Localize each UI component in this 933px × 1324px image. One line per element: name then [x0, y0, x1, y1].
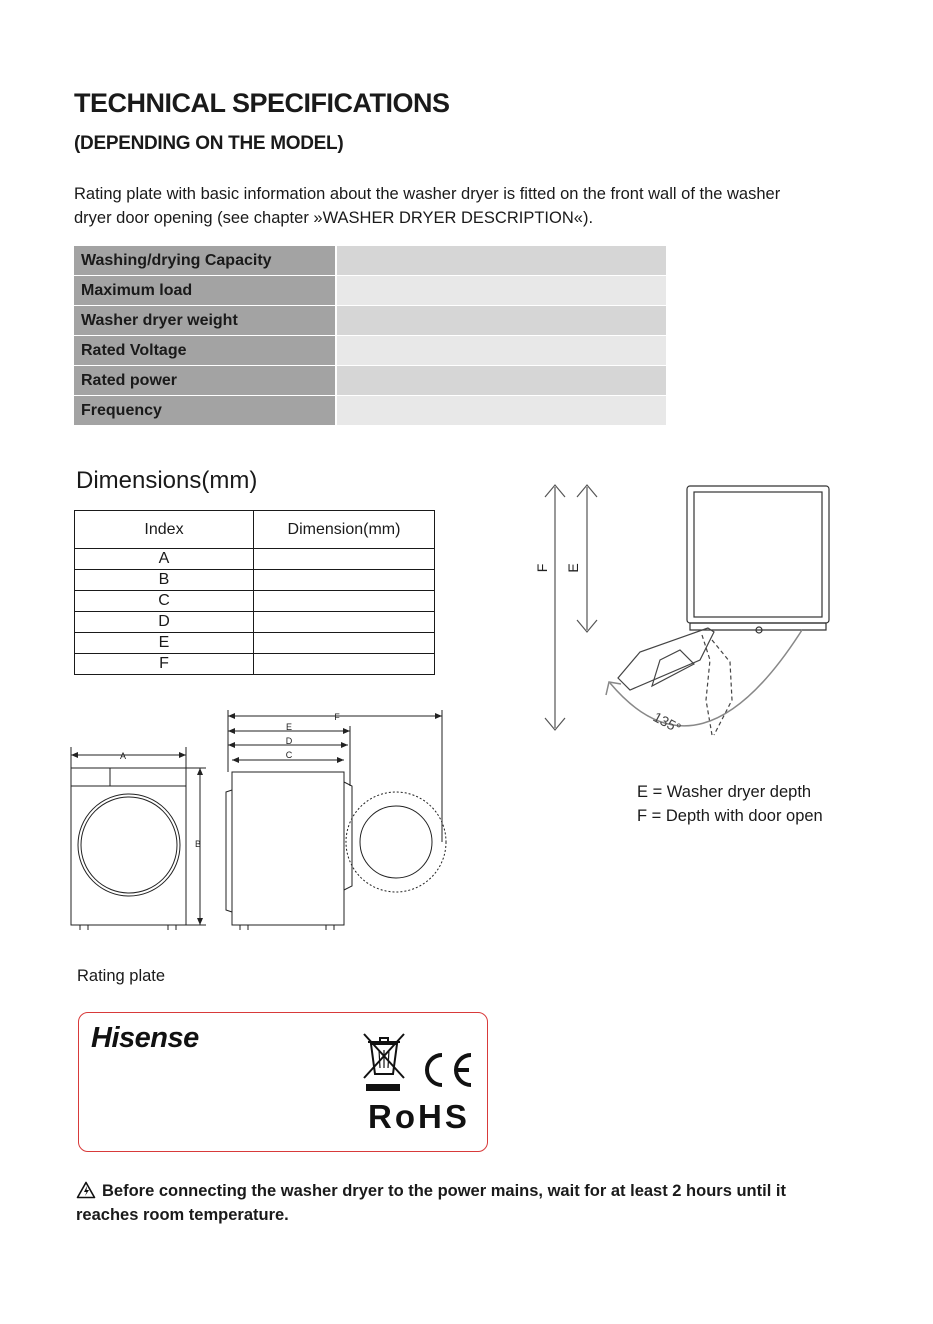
spec-label: Washer dryer weight [74, 306, 337, 336]
rohs-mark: RoHS [368, 1098, 470, 1135]
spec-value [337, 306, 666, 336]
spec-row [74, 366, 666, 396]
table-row [75, 612, 435, 633]
label-f-depth: F [534, 563, 550, 573]
rating-plate-label: Rating plate [77, 967, 166, 985]
warning-icon [76, 1181, 96, 1199]
legend-e: E = Washer dryer depth [637, 783, 812, 801]
spec-value [337, 396, 666, 426]
spec-label: Frequency [74, 396, 337, 426]
index-cell: C [75, 591, 254, 612]
page-title: TECHNICAL SPECIFICATIONS [74, 88, 450, 118]
table-row [75, 570, 435, 591]
label-e: E [285, 722, 293, 732]
spec-label: Maximum load [74, 276, 337, 306]
value-cell [254, 654, 435, 675]
index-cell: E [75, 633, 254, 654]
door-open-diagram [520, 475, 840, 745]
index-cell: B [75, 570, 254, 591]
label-d: D [285, 736, 293, 746]
label-a: A [119, 751, 127, 761]
value-cell [254, 612, 435, 633]
column-header-dimension: Dimension(mm) [254, 511, 435, 549]
spec-value [337, 246, 666, 276]
spec-value [337, 366, 666, 396]
door-angle-label: 135° [650, 708, 684, 737]
value-cell [254, 570, 435, 591]
ce-mark-icon [418, 1050, 476, 1090]
spec-value [337, 336, 666, 366]
label-c: C [285, 750, 293, 760]
washer-top-view [687, 486, 829, 633]
spec-label: Rated power [74, 366, 337, 396]
warning-note [76, 1179, 846, 1227]
dimensions-table [74, 510, 435, 675]
table-row [75, 633, 435, 654]
ce-mark-text: CE [418, 1050, 420, 1051]
label-b: B [195, 839, 202, 849]
index-cell: F [75, 654, 254, 675]
spec-row [74, 396, 666, 426]
spec-label: Washing/drying Capacity [74, 246, 337, 276]
spec-value [337, 276, 666, 306]
index-cell: D [75, 612, 254, 633]
dimensions-title: Dimensions(mm) [76, 467, 258, 494]
value-cell [254, 633, 435, 654]
warning-text: Before connecting the washer dryer to the power mains, wait for at least 2 hours until it reaches room temperature. [76, 1182, 786, 1224]
spec-label: Rated Voltage [74, 336, 337, 366]
weee-bin-icon [360, 1030, 410, 1092]
depth-arrows [545, 485, 597, 730]
column-header-index: Index [75, 511, 254, 549]
table-row [75, 591, 435, 612]
spec-row [74, 276, 666, 306]
intro-text: Rating plate with basic information about the washer dryer is fitted on the front wall of the washer dryer door opening (see chapter »WASHER DRYER DESCRIPTION«). [74, 185, 781, 227]
label-f: F [334, 712, 340, 722]
washer-side-view [226, 710, 446, 930]
washer-dimensions-diagram [60, 700, 460, 940]
spec-row [74, 246, 666, 276]
spec-table [74, 246, 666, 426]
table-row [75, 549, 435, 570]
legend-f: F = Depth with door open [637, 807, 823, 825]
label-e-depth: E [565, 563, 581, 573]
value-cell [254, 591, 435, 612]
brand-logo: Hisense [91, 1022, 199, 1054]
index-cell: A [75, 549, 254, 570]
washer-front-view [71, 747, 206, 930]
page-subtitle: (DEPENDING ON THE MODEL) [74, 133, 344, 154]
table-header-row [75, 511, 435, 549]
spec-row [74, 306, 666, 336]
depth-legend [637, 780, 823, 828]
spec-row [74, 336, 666, 366]
value-cell [254, 549, 435, 570]
table-row [75, 654, 435, 675]
door-swing-arc [610, 630, 802, 726]
